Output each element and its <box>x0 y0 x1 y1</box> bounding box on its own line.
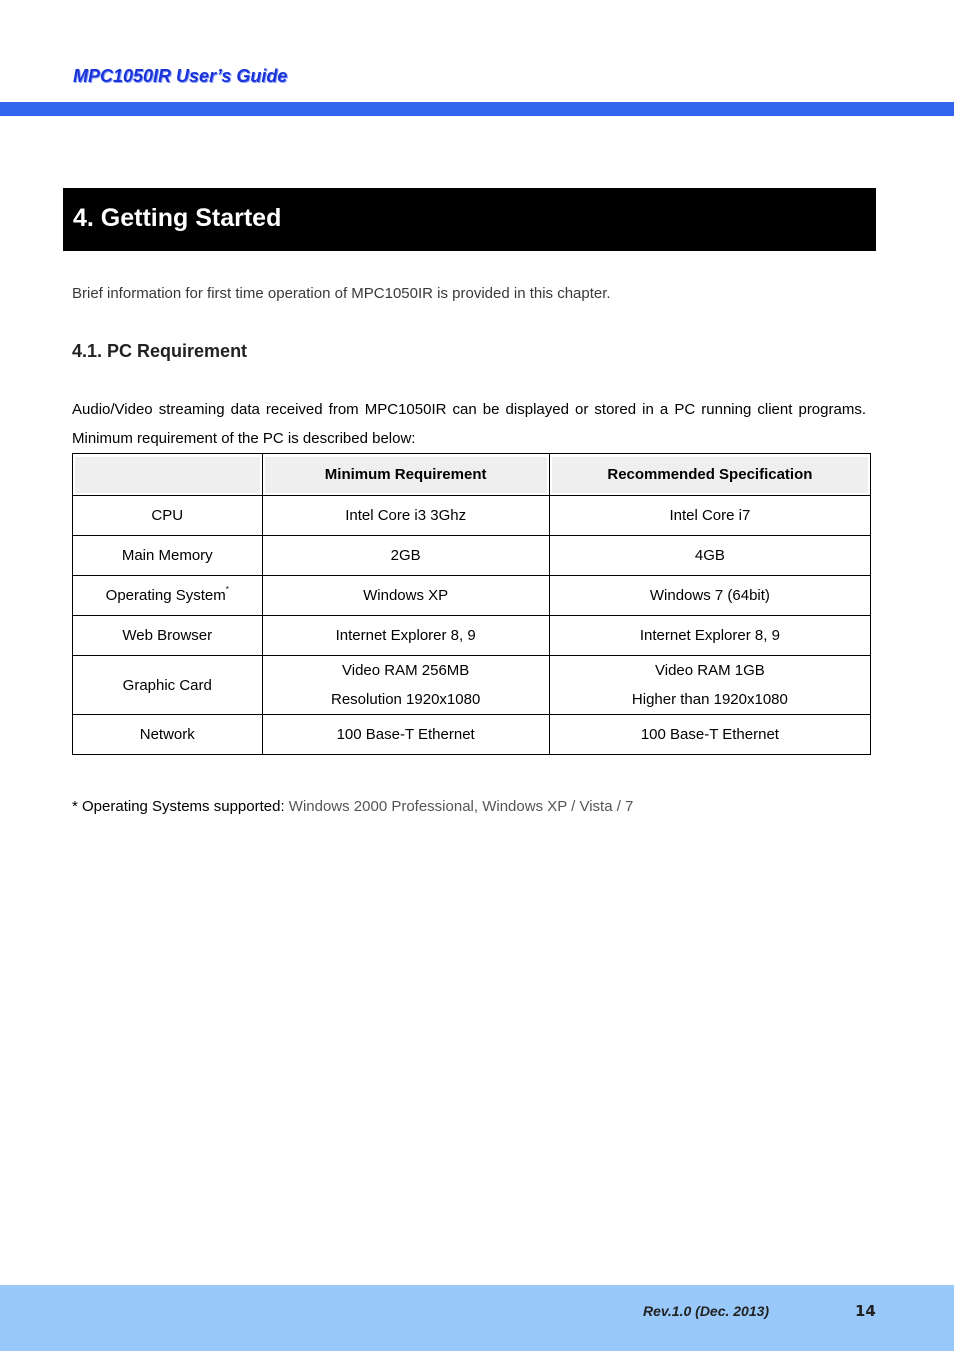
chapter-title: 4. Getting Started <box>73 204 282 232</box>
header-bar <box>0 102 954 116</box>
min-value-line: Resolution 1920x1080 <box>331 691 481 708</box>
revision-label: Rev.1.0 (Dec. 2013) <box>643 1303 770 1319</box>
table-header-label: Recommended Specification <box>552 457 868 493</box>
table-header-row <box>73 454 871 496</box>
table-row <box>73 536 871 576</box>
rec-value-line: Higher than 1920x1080 <box>631 691 788 708</box>
min-value: Internet Explorer 8, 9 <box>262 616 549 656</box>
min-value: 100 Base-T Ethernet <box>262 715 549 755</box>
footnote-prefix: * Operating Systems supported: <box>72 798 289 815</box>
rec-value: Windows 7 (64bit) <box>549 576 870 616</box>
min-value-line: Video RAM 256MB <box>342 662 470 679</box>
row-label: Web Browser <box>73 616 263 656</box>
table-header-cell <box>262 454 549 496</box>
table-row <box>73 715 871 755</box>
row-label: Main Memory <box>73 536 263 576</box>
row-label <box>73 576 263 616</box>
table-row <box>73 576 871 616</box>
rec-value: 100 Base-T Ethernet <box>549 715 870 755</box>
row-label: Network <box>73 715 263 755</box>
section-heading: 4.1. PC Requirement <box>72 341 248 361</box>
chapter-banner <box>63 188 876 251</box>
rec-value <box>549 656 870 715</box>
intro-text: Brief information for first time operation of MPC1050IR is provided in this chapter. <box>72 285 611 302</box>
section-paragraph: Audio/Video streaming data received from MPC1050IR can be displayed or stored in a PC running client programs. Minimum requirement of the PC is described below: <box>72 401 866 447</box>
document-header-title: MPC1050IR User’s Guide <box>73 66 288 86</box>
rec-value: Intel Core i7 <box>549 496 870 536</box>
row-label: CPU <box>73 496 263 536</box>
table-header-label: Minimum Requirement <box>265 457 547 493</box>
rec-value: Internet Explorer 8, 9 <box>549 616 870 656</box>
row-label: Graphic Card <box>73 656 263 715</box>
min-value <box>262 656 549 715</box>
rec-value: 4GB <box>549 536 870 576</box>
table-row <box>73 496 871 536</box>
row-label-text: Operating System <box>105 587 226 604</box>
footnote-marker: * <box>225 585 229 594</box>
footnote-text: Windows 2000 Professional, Windows XP / Vista / 7 <box>288 798 634 815</box>
footnote <box>72 798 633 815</box>
table-header-cell <box>549 454 870 496</box>
page-number: 14 <box>855 1302 876 1320</box>
pc-requirement-table <box>72 453 871 755</box>
table-row <box>73 616 871 656</box>
min-value: Windows XP <box>262 576 549 616</box>
table-header-label <box>75 457 260 493</box>
rec-value-line: Video RAM 1GB <box>655 662 765 679</box>
min-value: Intel Core i3 3Ghz <box>262 496 549 536</box>
min-value: 2GB <box>262 536 549 576</box>
footer-bar <box>0 1285 954 1351</box>
table-header-cell <box>73 454 263 496</box>
table-row <box>73 656 871 715</box>
